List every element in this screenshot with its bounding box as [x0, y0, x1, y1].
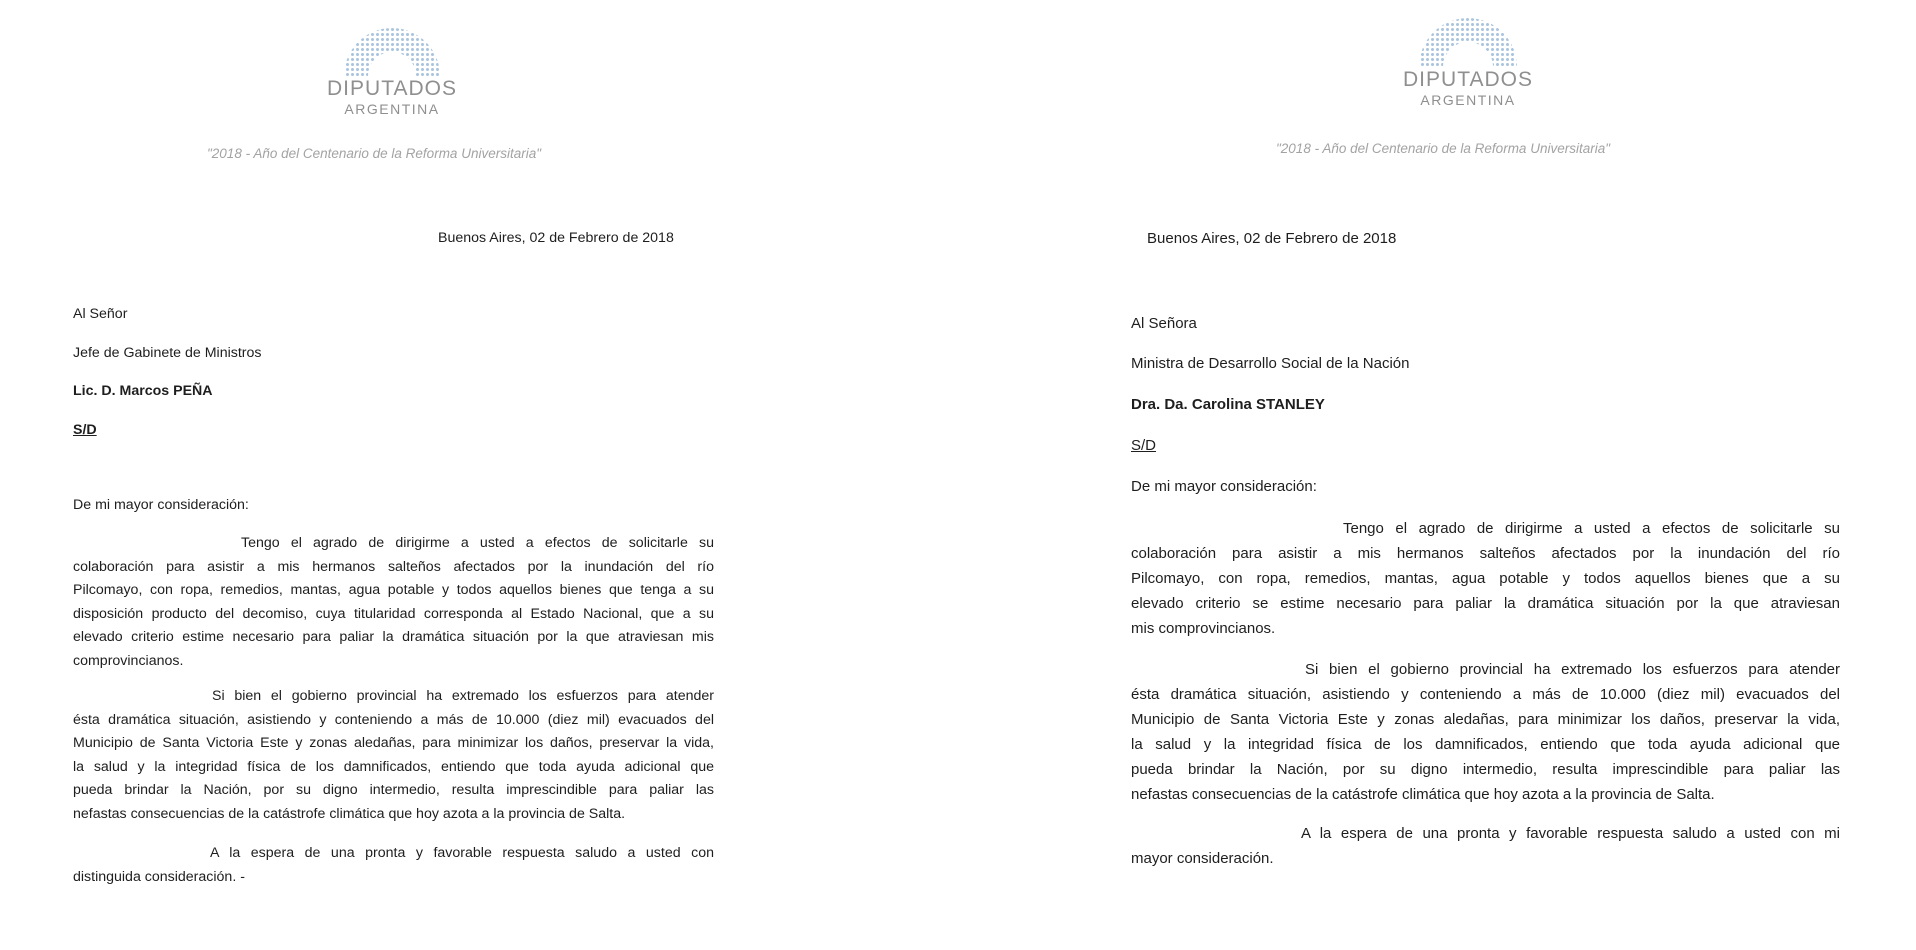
recipient-title: Ministra de Desarrollo Social de la Nación [1131, 355, 1410, 372]
recipient-title: Jefe de Gabinete de Ministros [73, 345, 262, 361]
paragraph-line: distinguida consideración. - [73, 868, 245, 885]
recipient-name: Lic. D. Marcos PEÑA [73, 383, 213, 399]
recipient-sd: S/D [73, 422, 97, 438]
paragraph-line: Si bien el gobierno provincial ha extremado los esfuerzos para atender [212, 688, 714, 704]
paragraph-line: comprovincianos. [73, 652, 184, 669]
hemicycle-icon [340, 22, 444, 76]
motto: "2018 - Año del Centenario de la Reforma Universitaria" [1276, 141, 1611, 156]
paragraph-line: A la espera de una pronta y favorable respuesta saludo a usted con [210, 845, 714, 861]
paragraph-line: ésta dramática situación, asistiendo y conteniendo a más de 10.000 (diez mil) evacuados del [73, 711, 714, 728]
recipient-salutation: Al Señor [73, 306, 128, 322]
recipient-sd: S/D [1131, 437, 1157, 454]
diputados-logo [1358, 12, 1578, 109]
greeting: De mi mayor consideración: [73, 497, 249, 513]
letter-right [958, 0, 1916, 950]
greeting: De mi mayor consideración: [1131, 478, 1317, 495]
date: Buenos Aires, 02 de Febrero de 2018 [438, 230, 674, 246]
paragraph-line: nefastas consecuencias de la catástrofe climática que hoy azota a la provincia de Salta. [73, 805, 626, 822]
paragraph-line: nefastas consecuencias de la catástrofe climática que hoy azota a la provincia de Salta. [1131, 786, 1715, 803]
paragraph-line: colaboración para asistir a mis hermanos salteños afectados por la inundación del río [1131, 545, 1840, 562]
paragraph-line: Municipio de Santa Victoria Este y zonas aledañas, para minimizar los daños, preservar la vida, [73, 735, 714, 751]
paragraph-line: Tengo el agrado de dirigirme a usted a efectos de solicitarle su [241, 535, 714, 551]
paragraph-line: pueda brindar la Nación, por su digno intermedio, resulta imprescindible para paliar las [73, 782, 714, 798]
recipient-name: Dra. Da. Carolina STANLEY [1131, 396, 1325, 413]
recipient-salutation: Al Señora [1131, 315, 1197, 332]
logo-line1: DIPUTADOS [1403, 68, 1533, 91]
paragraph-1 [73, 532, 714, 673]
paragraph-line: Si bien el gobierno provincial ha extremado los esfuerzos para atender [1305, 661, 1840, 678]
paragraph-line: Pilcomayo, con ropa, remedios, mantas, agua potable y todos aquellos bienes que tenga a su [73, 582, 714, 598]
paragraph-line: la salud y la integridad física de los damnificados, entiendo que toda ayuda adicional que [73, 758, 714, 775]
diputados-logo [282, 22, 502, 118]
paragraph-line: Municipio de Santa Victoria Este y zonas aledañas, para minimizar los daños, preservar la vida, [1131, 711, 1840, 728]
paragraph-line: Pilcomayo, con ropa, remedios, mantas, agua potable y todos aquellos bienes que a su [1131, 570, 1840, 587]
date: Buenos Aires, 02 de Febrero de 2018 [1147, 230, 1397, 247]
paragraph-1 [1131, 516, 1840, 641]
paragraph-2 [73, 685, 714, 826]
paragraph-line: mayor consideración. [1131, 850, 1274, 867]
motto: "2018 - Año del Centenario de la Reforma Universitaria" [207, 146, 542, 161]
paragraph-line: A la espera de una pronta y favorable respuesta saludo a usted con mi [1301, 825, 1840, 842]
logo-line1: DIPUTADOS [327, 77, 457, 100]
paragraph-line: disposición producto del decomiso, cuya titularidad corresponda al Estado Nacional, que a su [73, 605, 714, 622]
paragraph-line: ésta dramática situación, asistiendo y conteniendo a más de 10.000 (diez mil) evacuados del [1131, 686, 1840, 703]
paragraph-3 [1131, 821, 1840, 871]
logo-line2: ARGENTINA [1420, 92, 1516, 108]
paragraph-3 [73, 842, 714, 889]
paragraph-line: Tengo el agrado de dirigirme a usted a efectos de solicitarle su [1343, 520, 1840, 537]
paragraph-line: elevado criterio estime necesario para paliar la dramática situación por la que atraviesan mis [73, 629, 714, 645]
paragraph-2 [1131, 657, 1840, 807]
logo-line2: ARGENTINA [344, 101, 440, 117]
paragraph-line: pueda brindar la Nación, por su digno intermedio, resulta imprescindible para paliar las [1131, 761, 1840, 778]
hemicycle-icon [1415, 12, 1521, 67]
paragraph-line: elevado criterio se estime necesario para paliar la dramática situación por la que atraviesan [1131, 595, 1840, 612]
paragraph-line: colaboración para asistir a mis hermanos salteños afectados por la inundación del río [73, 558, 714, 575]
paragraph-line: mis comprovincianos. [1131, 620, 1276, 637]
paragraph-line: la salud y la integridad física de los damnificados, entiendo que toda ayuda adicional que [1131, 736, 1840, 753]
